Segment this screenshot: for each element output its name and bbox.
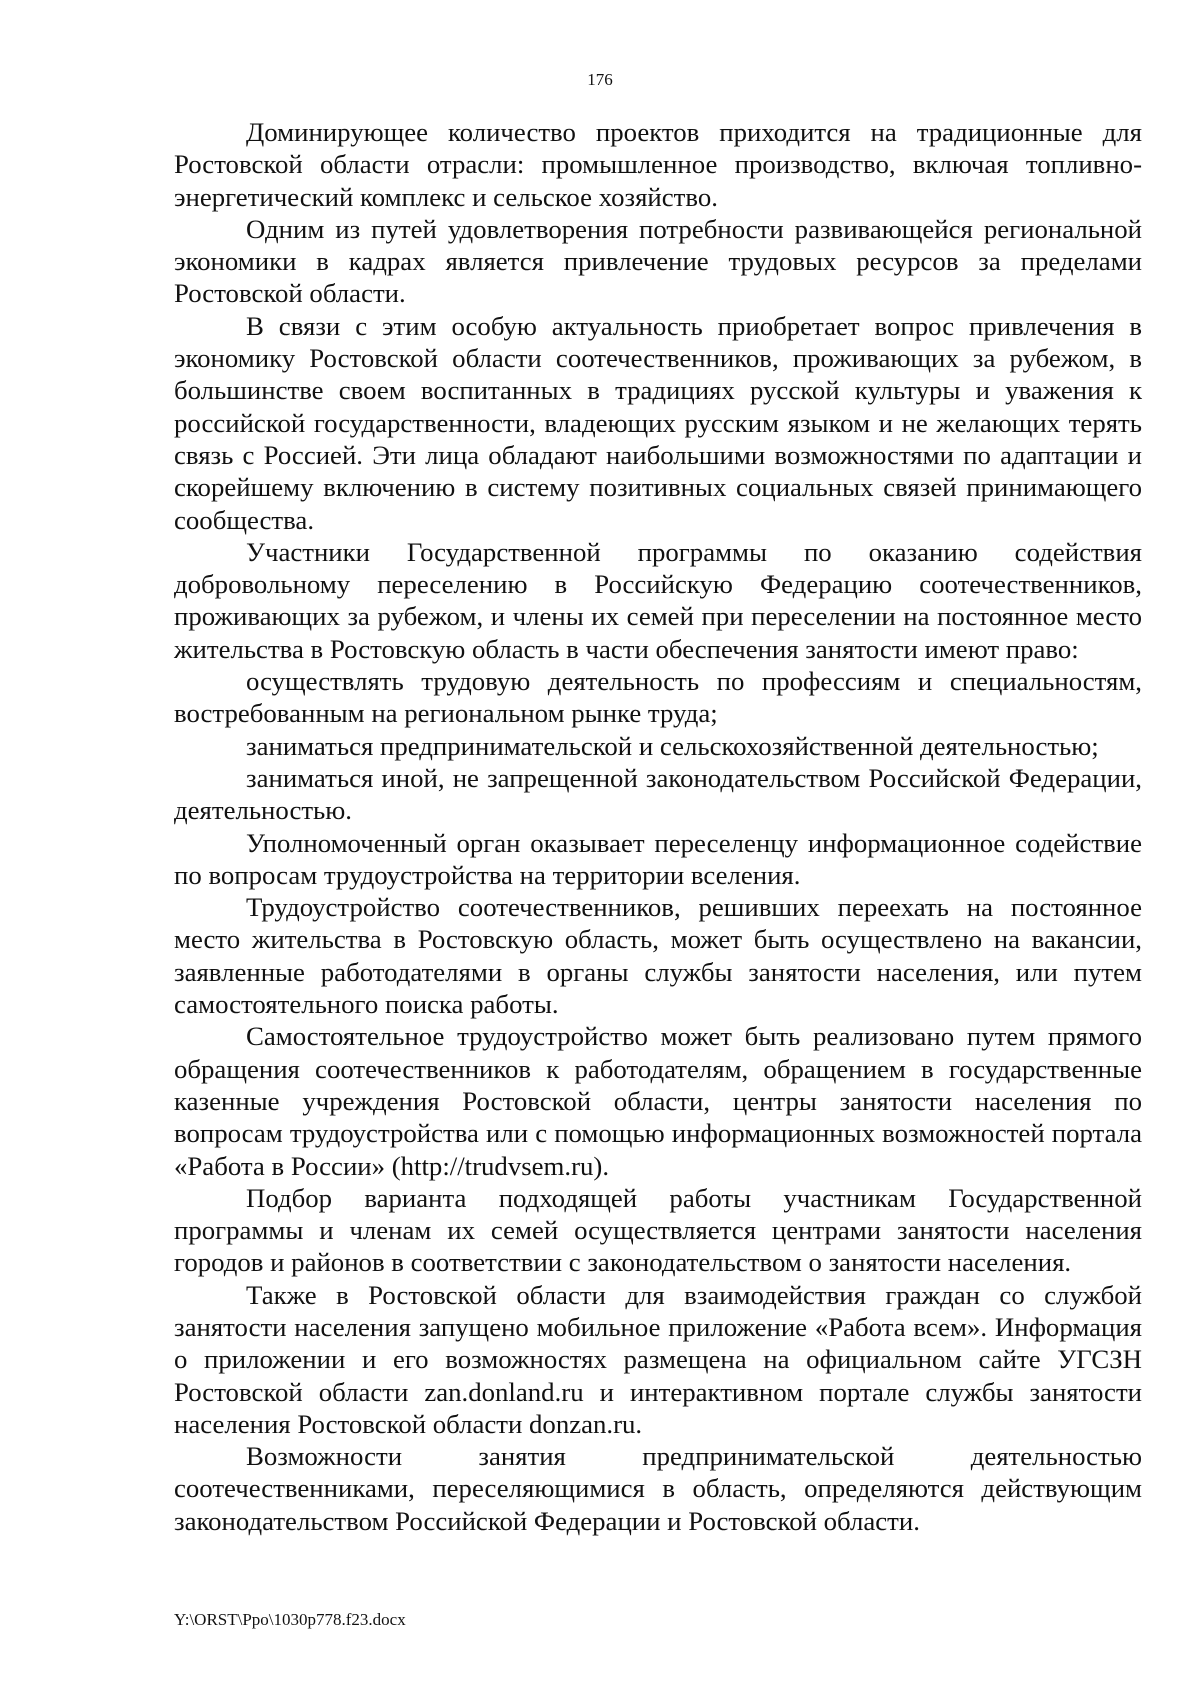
paragraph: Доминирующее количество проектов приходится на традиционные для Ростовской области отрасли: промышленное производство, включая топливно-энергетический комплекс и сельское хозяйство. xyxy=(174,117,1142,212)
footer-file-path: Y:\ORST\Ppo\1030p778.f23.docx xyxy=(174,1610,406,1629)
paragraph: Подбор варианта подходящей работы участникам Государственной программы и членам их семей осуществляется центрами занятости населения городов и районов в соответствии с законодательством о занятости населения. xyxy=(174,1182,1142,1278)
paragraph: осуществлять трудовую деятельность по профессиям и специальностям, востребованным на региональном рынке труда; xyxy=(174,666,1142,729)
paragraph: Участники Государственной программы по оказанию содействия добровольному переселению в Российскую Федерацию соотечественников, проживающих за рубежом, и члены их семей при переселении на постоянное место жительства в Ростовскую область в части обеспечения занятости имеют право: xyxy=(174,536,1142,664)
document-body xyxy=(174,116,1142,1537)
paragraph: Одним из путей удовлетворения потребности развивающейся региональной экономики в кадрах является привлечение трудовых ресурсов за пределами Ростовской области. xyxy=(174,213,1142,309)
paragraph: Уполномоченный орган оказывает переселенцу информационное содействие по вопросам трудоустройства на территории вселения. xyxy=(174,827,1142,890)
page-number: 176 xyxy=(587,70,613,89)
paragraph: Также в Ростовской области для взаимодействия граждан со службой занятости населения запущено мобильное приложение «Работа всем». Информация о приложении и его возможностях размещена на официальном сайте УГСЗН Ростовской области zan.donland.ru и интерактивном портале службы занятости населения Ростовской области donzan.ru. xyxy=(174,1279,1142,1439)
paragraph: Трудоустройство соотечественников, решивших переехать на постоянное место жительства в Ростовскую область, может быть осуществлено на вакансии, заявленные работодателями в органы службы занятости населения, или путем самостоятельного поиска работы. xyxy=(174,892,1142,1020)
paragraph: заниматься предпринимательской и сельскохозяйственной деятельностью; xyxy=(246,730,1099,761)
paragraph: Самостоятельное трудоустройство может быть реализовано путем прямого обращения соотечественников к работодателям, обращением в государственные казенные учреждения Ростовской области, центры занятости населения по вопросам трудоустройства или с помощью информационных возможностей портала «Работа в России» (http://trudvsem.ru). xyxy=(174,1021,1142,1181)
paragraph: В связи с этим особую актуальность приобретает вопрос привлечения в экономику Ростовской области соотечественников, проживающих за рубежом, в большинстве своем воспитанных в традициях русской культуры и уважения к российской государственности, владеющих русским языком и не желающих терять связь с Россией. Эти лица обладают наибольшими возможностями по адаптации и скорейшему включению в систему позитивных социальных связей принимающего сообщества. xyxy=(174,310,1142,535)
paragraph: Возможности занятия предпринимательской деятельностью соотечественниками, переселяющимися в область, определяются действующим законодательством Российской Федерации и Ростовской области. xyxy=(174,1441,1142,1536)
paragraph: заниматься иной, не запрещенной законодательством Российской Федерации, деятельностью. xyxy=(174,762,1142,826)
